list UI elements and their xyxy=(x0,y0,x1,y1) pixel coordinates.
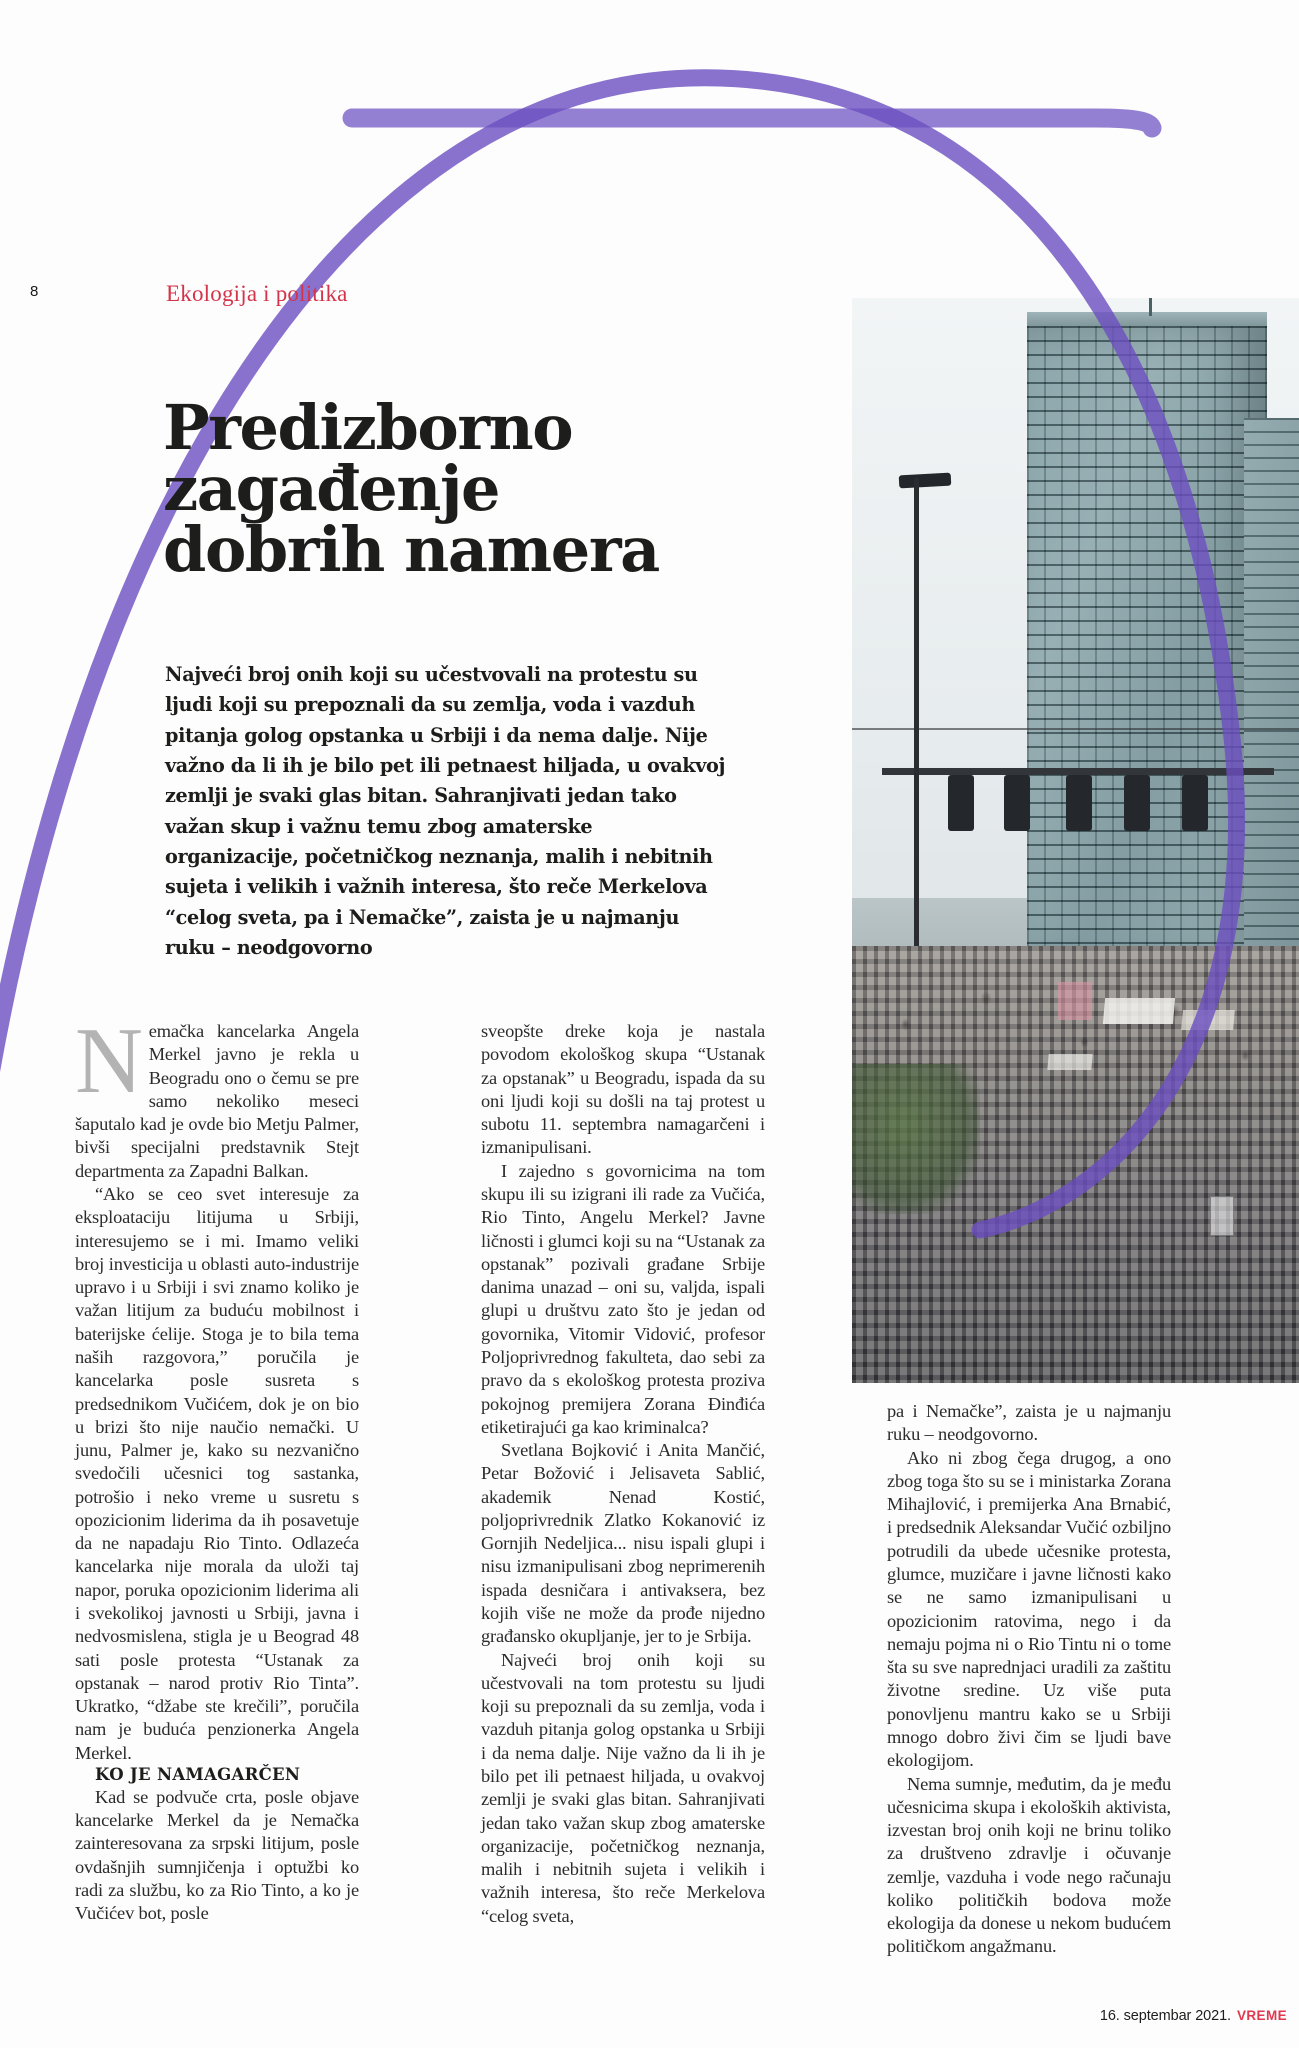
paragraph-text: emačka kancelarka Angela Merkel javno je rekla u Beogradu ono o čemu se pre samo nekoliko meseci šaputalo kad je ovde bio Metju Palmer, bivši specijalni predstavnik Stejt departmenta za Zapadni Balkan. xyxy=(75,1021,359,1181)
page-title xyxy=(163,390,723,587)
standfirst: Najveći broj onih koji su učestvovali na protestu su ljudi koji su prepoznali da su zemlja, voda i vazduh pitanja golog opstanka u Srbiji i da nema dalje. Nije važno da li ih je bilo pet ili petnaest hiljada, u ovakvoj zemlji je svaki glas bitan. Sahranjivati jedan tako važan skup i važnu temu zbog amaterske organizacije, početničkog neznanja, malih i nebitnih sujeta i velikih i važnih interesa, što reče Merkelova “celog sveta, pa i Nemačke”, zaista je u najmanju ruku – neodgovorno xyxy=(165,663,726,959)
section-subhead: KO JE NAMAGARČEN xyxy=(95,1765,301,1784)
photo-traffic-light xyxy=(1124,775,1150,831)
photo-antenna-mast xyxy=(1149,298,1152,316)
publication-date: 16. septembar 2021. xyxy=(1099,2008,1231,2024)
photo-protest-banner xyxy=(1181,1010,1235,1030)
photo-foliage xyxy=(852,1064,980,1214)
section-kicker: Ekologija i politika xyxy=(166,281,348,306)
photo-street-lamp-post xyxy=(914,478,919,978)
drop-cap: N xyxy=(75,1009,143,1113)
paragraph: Najveći broj onih koji su učestvovali na tom protestu su ljudi koji su prepoznali da su zemlja, voda i vazduh pitanja golog opstanka u Srbiji i da nema dalje. Nije važno da li ih je bilo pet ili petnaest hiljada, u ovakvoj zemlji je svaki glas bitan. Sahranjivati jedan tako važan skup zbog amaterske organizacije, početničkog neznanja, malih i nebitnih sujeta i velikih i važnih interesa, što reče Merkelova “celog sveta, xyxy=(481,1649,765,1926)
photo-protest-banner xyxy=(1047,1054,1092,1070)
photo-traffic-light xyxy=(1182,775,1208,831)
photo-glass-tower xyxy=(1027,326,1267,966)
paragraph: Svetlana Bojković i Anita Mančić, Petar Božović i Jelisaveta Sablić, akademik Nenad Kostić, poljoprivrednik Zlatko Kokanović iz Gornjih Nedeljica... nisu ispali glupi i nisu izmanipulisani zbog neprimerenih ispada desničara i antivaksera, bez kojih više ne može da prođe nijedno građansko okupljanje, jer to je Srbija. xyxy=(481,1440,765,1647)
paragraph: sveopšte dreke koja je nastala povodom ekološkog skupa “Ustanak za opstanak” u Beogradu, ispada da su oni ljudi koji su došli na taj protest u subotu 11. septembra namagarčeni i izmanipulisani. xyxy=(481,1021,765,1158)
photo-traffic-light xyxy=(1004,775,1030,831)
photo-pink-banner xyxy=(1058,982,1092,1020)
headline-line-2: zagađenje xyxy=(163,451,500,525)
paragraph: Kad se podvuče crta, posle objave kancelarke Merkel da je Nemačka zainteresovana za srpski litijum, posle ovdašnjih sumnjičenja i optužbi ko radi za službu, ko za Rio Tinto, a ko je Vučićev bot, posle xyxy=(75,1786,359,1924)
swoosh-bar-horizontal xyxy=(352,118,1152,128)
protest-photo xyxy=(852,298,1299,1383)
photo-raised-phone xyxy=(1210,1196,1234,1236)
paragraph: I zajedno s govornicima na tom skupu ili su izigrani ili rade za Vučića, Rio Tinto, Angelu Merkel? Javne ličnosti i glumci koji su na “Ustanak za opstanak” pozivali građane Srbije danima unazad – oni su, valjda, ispali glupi u društvu zato što je jedan od govornika, Vitomir Vidović, profesor Poljoprivrednog fakulteta, dao sebi za pravo da s ekološkog protesta proziva pokojnog premijera Zorana Đinđića etiketirajući ga kao kriminalca? xyxy=(481,1160,765,1437)
paragraph: Nema sumnje, međutim, da je među učesnicima skupa i ekoloških aktivista, izvestan broj onih koji ne brinu toliko za društveno zdravlje i očuvanje zemlje, vazduha i vode nego računaju koliko političkih bodova može ekologija da donese u nekom budućem političkom angažmanu. xyxy=(887,1773,1171,1957)
photo-street-lamp-head xyxy=(899,473,952,489)
body-column-3 xyxy=(887,1400,1171,1959)
paragraph xyxy=(75,1009,359,1183)
body-column-2 xyxy=(481,1020,765,1928)
headline-line-1: Predizborno xyxy=(163,390,573,464)
paragraph: pa i Nemačke”, zaista je u najmanju ruku – neodgovorno. xyxy=(887,1401,1171,1445)
headline-line-3: dobrih namera xyxy=(163,513,659,587)
photo-traffic-light xyxy=(1066,775,1092,831)
paragraph: Ako ni zbog čega drugog, a ono zbog toga što su se i ministarka Zorana Mihajlović, i premijerka Ana Brnabić, i predsednik Aleksandar Vučić ozbiljno potrudili da ubede učesnike protesta, glumce, muzičare i javne ličnosti kako se ne samo izmanipulisani u opozicionim ratovima, nego i da nemaju pojma ni o Rio Tintu ni o tome šta su sve naprednjaci uradili za zaštitu životne sredine. Uz više puta ponovljenu mantru kako se u Srbiji mnogo dobro živi čim se ljudi bave ekologijom. xyxy=(887,1447,1171,1771)
page-footer xyxy=(1100,2008,1287,2024)
photo-protest-banner xyxy=(1103,998,1175,1024)
photo-traffic-light xyxy=(948,775,974,831)
page-number: 8 xyxy=(30,283,39,300)
photo-overhead-wire xyxy=(852,728,1299,730)
paragraph: “Ako se ceo svet interesuje za eksploataciju litijuma u Srbiji, interesujemo se i mi. Imamo veliki broj investicija u oblasti auto-industrije upravo i u Srbiji i svi znamo koliko je važan litijum za buduću mobilnost i baterijske ćelije. Stoga je to bila tema naših razgovora,” poručila je kancelarka posle susreta s predsednikom Vučićem, dok je on bio u brizi što nije naučio nemački. U junu, Palmer je, kako su nezvanično svedočili učesnici tog sastanka, potrošio i neko vreme u susretu s opozicionim liderima da ih posavetuje da ne napadaju Rio Tinto. Odlazeća kancelarka nije morala da uloži taj napor, poruka opozicionim liderima ali i svekolikoj javnosti u Srbiji, javna i nedvosmislena, stigla je u Beograd 48 sati posle protesta “Ustanak za opstanak – narod protiv Rio Tinta”. Ukratko, “džabe ste krečili”, poručila nam je buduća penzionerka Angela Merkel. xyxy=(75,1183,359,1763)
photo-traffic-gantry xyxy=(882,768,1274,775)
body-column-1 xyxy=(75,1009,359,1926)
publication-brand: VREME xyxy=(1236,2008,1287,2023)
photo-secondary-tower xyxy=(1244,418,1299,966)
